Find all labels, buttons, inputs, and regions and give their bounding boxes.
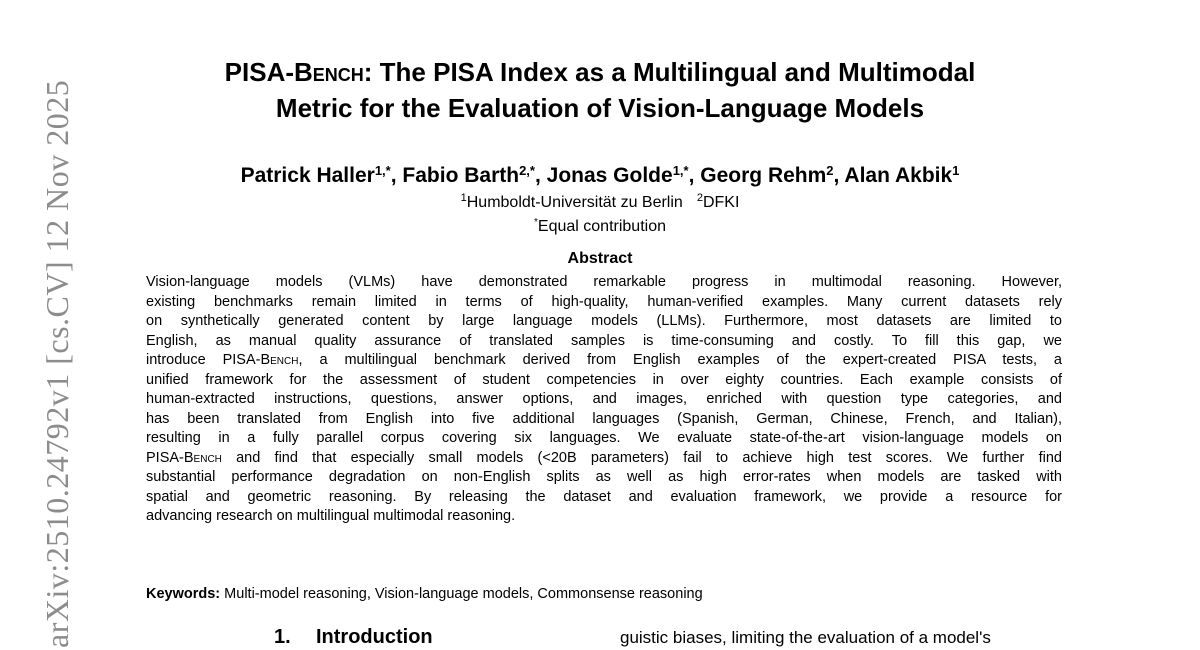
author-affiliation-mark: 2,* [519,163,535,178]
arxiv-identifier-stamp [30,79,80,648]
title-line-1: PISA-Bench: The PISA Index as a Multilingual and Multimodal [224,57,976,87]
author-name: Alan Akbik [844,164,953,187]
author-affiliation-mark: 1,* [672,163,689,178]
right-column-text: guistic biases, limiting the evaluation of a model's [620,628,991,647]
keywords-label: Keywords: [146,586,221,602]
abstract-line: substantial performance degradation on non-English splits as well as high error-rates when models are tasked with [146,469,1062,485]
equal-contribution-note [100,216,1100,238]
abstract-line: human-extracted instructions, questions, answer options, and images, enriched with question type categories, and [146,391,1062,407]
abstract-heading: Abstract [567,250,633,267]
author-name: Georg Rehm [700,164,827,187]
keywords [146,584,1062,604]
author-affiliation-mark: 1,* [374,163,391,178]
title-line-2: Metric for the Evaluation of Vision-Language Models [275,93,925,123]
abstract-line: has been translated from English into five additional languages (Spanish, German, Chinese, French, and Italian), [146,410,1062,427]
affiliation-name: Humboldt-Universität zu Berlin [466,194,683,211]
paper-title [100,54,1100,126]
abstract-line: on synthetically generated content by large language models (LLMs). Furthermore, most datasets are limited to [146,313,1062,329]
section-number: 1. [274,626,291,648]
abstract-line: spatial and geometric reasoning. By releasing the dataset and evaluation framework, we provide a resource for [146,488,1062,505]
section-heading-introduction [274,624,433,650]
abstract-line: existing benchmarks remain limited in terms of high-quality, human-verified examples. Many current datasets rely [146,293,1062,310]
title-small-caps: Bench [294,57,364,87]
abstract-line: PISA-Bench and find that especially small models (<20B parameters) fail to achieve high test scores. We further find [146,449,1062,466]
keywords-text: Multi-model reasoning, Vision-language models, Commonsense reasoning [224,586,703,602]
abstract-line: Vision-language models (VLMs) have demonstrated remarkable progress in multimodal reasoning. However, [146,274,1062,290]
abstract-line: resulting in a fully parallel corpus covering six languages. We evaluate state-of-the-art vision-language models on [146,430,1062,446]
affiliation-name: DFKI [702,194,740,211]
equal-contribution-text: Equal contribution [537,218,666,235]
affiliation-mark: 1 [460,192,467,204]
arxiv-identifier-text: arXiv:2510.24792v1 [cs.CV] 12 Nov 2025 [39,79,75,648]
abstract-line: English, as manual quality assurance of translated samples is time-consuming and costly. To fill this gap, we [146,332,1062,349]
affiliation-mark: 2 [696,192,703,204]
author-list: Patrick Haller$^{1,*}$, Fabio Barth$^{2,*}$, Jonas Golde$^{1,*}$, Georg Rehm$^2$, Alan Akbik$^1$ [240,163,960,187]
affiliations [100,192,1100,214]
abstract-body [146,273,1062,527]
author-name: Jonas Golde [546,164,673,187]
section-title: Introduction [316,626,433,648]
author-name: Fabio Barth [402,164,520,187]
author-name: Patrick Haller [240,164,375,187]
abstract-line: unified framework for the assessment of student competencies in over eighty countries. Each example consists of [146,371,1062,388]
author-affiliation-mark: 2 [826,163,834,178]
author-affiliation-mark: 1 [952,163,960,178]
abstract-line: introduce PISA-Bench, a multilingual benchmark derived from English examples of the expert-created PISA tests, a [146,352,1062,368]
abstract-line: advancing research on multilingual multimodal reasoning. [146,508,516,524]
equal-contribution-mark: * [534,217,538,228]
